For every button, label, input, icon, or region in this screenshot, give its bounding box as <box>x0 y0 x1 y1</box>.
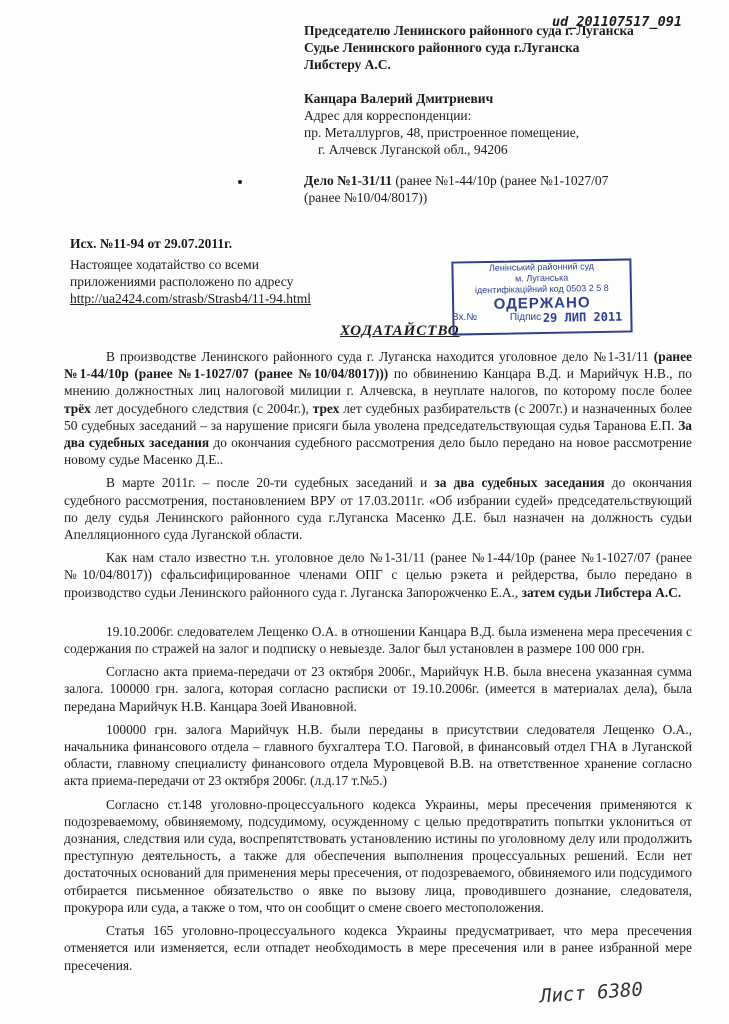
reference-code: ud_201107517_091 <box>552 14 683 30</box>
online-note <box>70 256 311 307</box>
stamp-code: ідентифікаційний код 0503 2 5 8 <box>474 282 609 296</box>
sender-address-label: Адрес для корреспонденции: <box>304 108 472 123</box>
handwritten-sheet-number: Лист 6380 <box>539 978 644 1008</box>
addressee-block <box>304 22 634 73</box>
stamp-city: м. Луганська <box>515 272 569 284</box>
outgoing-number: Исх. №11-94 от 29.07.2011г. <box>70 236 233 251</box>
p3-judge: затем судьи Либстера А.С. <box>521 584 682 600</box>
paragraph-4: 19.10.2006г. следователем Лещенко О.А. в отношении Канцара В.Д. была изменена мера пресечения с содержания по стражей на залог и подписку о невыезде. Залог был установлен в размере 100 000 грн. <box>64 623 692 657</box>
addressee-line-1: Председателю Ленинского районного суда г. Луганска <box>304 23 634 38</box>
paragraph-1 <box>64 348 692 468</box>
sender-block <box>304 90 579 158</box>
sender-address-line-2: г. Алчевск Луганской обл., 94206 <box>318 142 508 157</box>
p3-text-a: Как нам стало известно т.н. уголовное дело №1-31/11 (ранее №1-44/10р (ранее №1-1027/07 (ранее №10/04/8017)) сфальсифицированное членами ОПГ с целью рэкета и рейдерства, было передано в производство судьи Ленинского районного суда г. Луганска Запорожченко Е.А., <box>64 550 692 600</box>
note-link[interactable]: http://ua2424.com/strasb/Strasb4/11-94.html <box>70 291 311 306</box>
p1-text-a: В производстве Ленинского районного суда г. Луганска находится уголовное дело №1-31/11 <box>106 349 654 364</box>
p1-text-e: лет досудебного следствия (с 2004г.), <box>90 400 313 416</box>
stamp-inbox-label: Вх.№ <box>452 312 478 323</box>
paragraph-5: Согласно акта приема-передачи от 23 октября 2006г., Марийчук Н.В. была внесена указанная сумма залога. 100000 грн. залога, которая согласно расписки от 19.10.2006г. (имеется в материалах дела), была передана Марийчук Н.В. Канцара Зоей Ивановной. <box>64 664 692 714</box>
document-body <box>64 348 692 980</box>
sender-address-line-1: пр. Металлургов, 48, пристроенное помещение, <box>304 125 580 140</box>
sender-name: Канцара Валерий Дмитриевич <box>304 91 494 106</box>
p1-two-sessions: За два судебных заседания <box>64 417 692 451</box>
note-line-2: приложениями расположено по адресу <box>70 274 294 289</box>
paragraph-7: Согласно ст.148 уголовно-процессуального кодекса Украины, меры пресечения применяются к подозреваемому, обвиняемому, подсудимому, осужденному с целью предотвратить попытки уклониться от дознания, следствия или суда, воспрепятствовать установлению истины по уголовному делу или продолжить преступную деятельность, а также для обеспечения выполнения процессуальных решений. Если нет достаточных оснований для применения меры пресечения, от подозреваемого, обвиняемого или подсудимого отбирается письменное обязательство о явке по вызову лица, проводившего дознание, следователя, прокурора или суда, а также о том, что он сообщит о смене своего местоположения. <box>64 796 692 915</box>
paragraph-6: 100000 грн. залога Марийчук Н.В. были переданы в присутствии следователя Лещенко О.А., начальника финансового отдела – главного бухгалтера Т.О. Паговой, в финансовый отдел ГНА в Луганской области, главному специалисту финансового отдела Муровцевой В.В. на ответственное хранение согласно акта приема-передачи от 23 октября 2006г. (л.д.17 т.№5.) <box>64 721 692 789</box>
addressee-line-3: Либстеру А.С. <box>304 57 391 72</box>
p1-three-b: трех <box>312 400 340 416</box>
paragraph-2 <box>64 474 692 543</box>
p1-text-i: до окончания судебного рассмотрения дело было передано на новое рассмотрение новому судье Масенко Д.Е.. <box>64 435 692 468</box>
case-label: Дело №1-31/11 <box>304 173 392 188</box>
stamp-inbox-row <box>452 312 541 323</box>
p1-text-g: лет судебных разбирательств (с 2007г.) и назначенных более 50 судебных заседаний – за нарушение присяги была уволена председательствующая судья Таранова Е.П. <box>64 400 693 433</box>
paragraph-8: Статья 165 уголовно-процессуального кодекса Украины предусматривает, что мера пресечения отменяется или изменяется, если отпадет необходимость в мере пресечения или в ранее избранной мере пресечения. <box>64 923 692 973</box>
case-number-block <box>304 172 608 206</box>
p2-two-sessions: за два судебных заседания <box>434 475 605 491</box>
case-rest: (ранее №1-44/10р (ранее №1-1027/07 <box>391 173 609 188</box>
addressee-line-2: Судье Ленинского районного суда г.Луганска <box>304 40 580 55</box>
stamp-date: 29 ЛИП 2011 <box>542 309 623 325</box>
p1-text-c: по обвинению Канцара В.Д. и Марийчук Н.В., по мнению должностных лиц налоговой милиции г. Алчевска, в неуплате налогов, по которому после более <box>64 366 692 399</box>
court-received-stamp <box>451 258 632 335</box>
document-heading: ХОДАТАЙСТВО <box>340 323 460 339</box>
stamp-received: ОДЕРЖАНО <box>493 294 591 313</box>
p2-text-c: до окончания судебного рассмотрения, постановлением ВРУ от 17.03.2011г. «Об избрании судей» председательствующий по делу судья Ленинского районного суда г.Луганска Масенко Д.Е. был назначен на должность судьи Апелляционного суда Луганской области. <box>64 475 692 543</box>
stamp-signature-label: Підпис <box>509 312 542 323</box>
stamp-court: Ленінський районний суд <box>488 261 595 273</box>
paragraph-3 <box>64 549 692 601</box>
p1-case-history: (ранее №1-44/10р (ранее №1-1027/07 (ранее №10/04/8017))) <box>64 349 692 382</box>
p1-three-a: трёх <box>64 400 91 416</box>
scan-dot <box>238 180 242 184</box>
note-line-1: Настоящее ходатайство со всеми <box>70 257 259 272</box>
case-line-2: (ранее №10/04/8017)) <box>304 190 428 205</box>
p2-text-a: В марте 2011г. – после 20-ти судебных заседаний и <box>106 475 435 491</box>
